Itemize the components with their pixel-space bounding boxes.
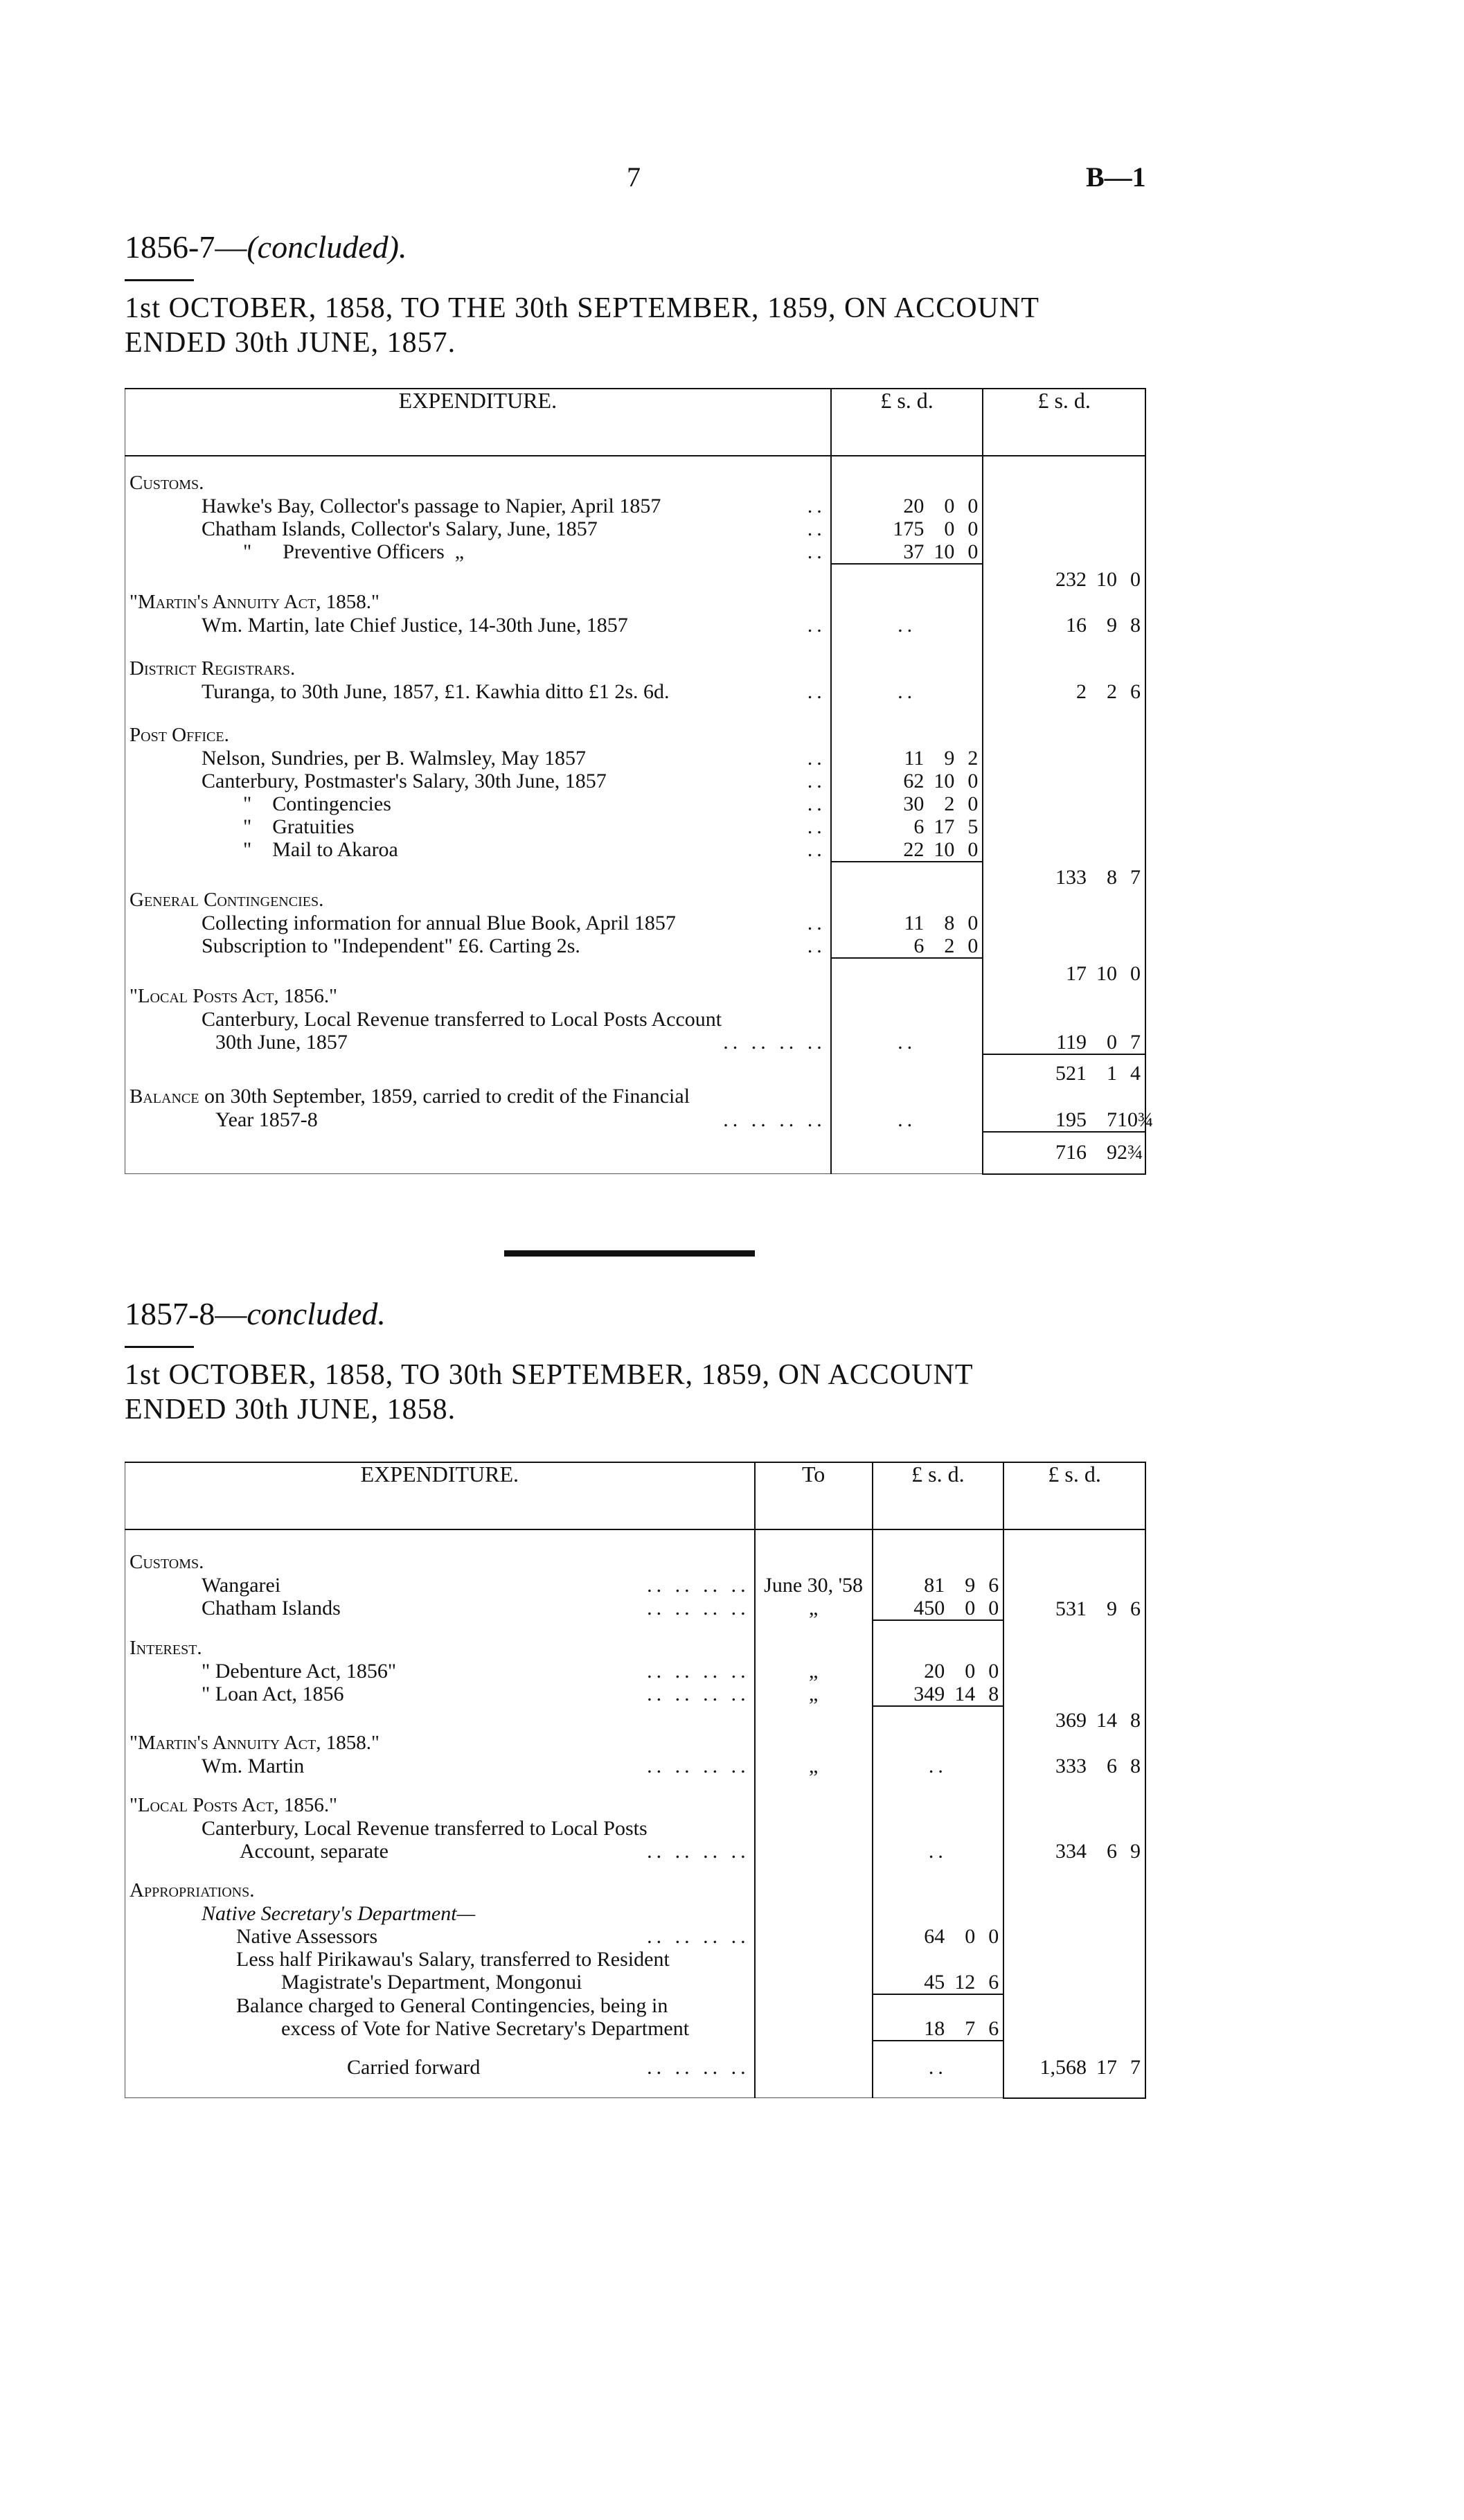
table-row: excess of Vote for Native Secretary's Department 18 7 6 [125, 2017, 1146, 2041]
table-row: Account, separate .. .. .. .. .. 334 6 9 [125, 1840, 1146, 1863]
group-title: "Local Posts Act, 1856." [125, 1794, 755, 1817]
group-title: "Local Posts Act, 1856." [125, 985, 831, 1008]
section1-heading: 1856-7—(concluded). [125, 229, 407, 265]
table-row: Turanga, to 30th June, 1857, £1. Kawhia ditto £1 2s. 6d. .. .. 2 2 6 [125, 680, 1146, 703]
header-col1: £ s. d. [873, 1462, 1004, 1529]
page-number: 7 [627, 161, 641, 193]
section2-ledger [125, 1462, 1146, 2099]
table-row: " Debenture Act, 1856" .. .. .. .. „ 20 0 0 [125, 1660, 1146, 1683]
header-to: To [755, 1462, 873, 1529]
table-row: Canterbury, Postmaster's Salary, 30th June, 1857 .. 62 10 0 [125, 770, 1146, 792]
group-title: District Registrars. [125, 657, 831, 680]
group-title: Customs. [125, 1551, 755, 1574]
table-row: Canterbury, Local Revenue transferred to Local Posts Account [125, 1008, 1146, 1031]
ledger-header [125, 389, 1146, 456]
table-row: Native Assessors .. .. .. .. 64 0 0 [125, 1925, 1146, 1948]
group-total: 17 10 0 [125, 958, 1146, 985]
group-title: Appropriations. [125, 1879, 755, 1902]
section2-subtitle: 1st OCTOBER, 1858, TO 30th SEPTEMBER, 1859, ON ACCOUNT ENDED 30th JUNE, 1858. [125, 1359, 974, 1426]
ledger-header [125, 1462, 1146, 1529]
header-expenditure: EXPENDITURE. [125, 1462, 755, 1529]
table-row: " Loan Act, 1856 .. .. .. .. „ 349 14 8 [125, 1683, 1146, 1706]
table-row: Wm. Martin .. .. .. .. „ .. 333 6 8 [125, 1755, 1146, 1777]
table-row: Wangarei .. .. .. .. June 30, '58 81 9 6 [125, 1574, 1146, 1597]
table-row: Chatham Islands .. .. .. .. „ 450 0 0 531 9 6 [125, 1597, 1146, 1620]
table-row: Canterbury, Local Revenue transferred to Local Posts [125, 1817, 1146, 1840]
group-total: 133 8 7 [125, 862, 1146, 889]
balance-row: Year 1857-8 .. .. .. .. .. 195 710¾ [125, 1108, 1146, 1132]
header-expenditure: EXPENDITURE. [125, 389, 831, 456]
subtotal-row: 521 1 4 [125, 1054, 1146, 1085]
table-row: Nelson, Sundries, per B. Walmsley, May 1857 .. 11 9 2 [125, 747, 1146, 770]
table-row: " Gratuities .. 6 17 5 [125, 815, 1146, 838]
table-row: " Preventive Officers „ .. 37 10 0 [125, 540, 1146, 564]
group-title: Post Office. [125, 724, 831, 747]
balance-row: Balance on 30th September, 1859, carried to credit of the Financial [125, 1085, 1146, 1108]
heading-dash [125, 279, 194, 281]
table-row: Collecting information for annual Blue Book, April 1857 .. 11 8 0 [125, 912, 1146, 934]
section1-subtitle: 1st OCTOBER, 1858, TO THE 30th SEPTEMBER, 1859, ON ACCOUNT ENDED 30th JUNE, 1857. [125, 292, 1039, 359]
subgroup-title: Native Secretary's Department— [125, 1902, 1146, 1925]
header-col1: £ s. d. [831, 389, 983, 456]
table-row: Hawke's Bay, Collector's passage to Napier, April 1857 .. 20 0 0 [125, 495, 1146, 517]
header-col2: £ s. d. [983, 389, 1145, 456]
page-reference: B—1 [1086, 161, 1146, 193]
table-row: Subscription to "Independent" £6. Carting 2s. .. 6 2 0 [125, 934, 1146, 958]
group-total: 232 10 0 [125, 564, 1146, 591]
table-row: 30th June, 1857 .. .. .. .. .. 119 0 7 [125, 1031, 1146, 1054]
table-row: Magistrate's Department, Mongonui 45 12 6 [125, 1971, 1146, 1994]
table-row: Balance charged to General Contingencies, being in [125, 1994, 1146, 2017]
table-row: " Mail to Akaroa .. 22 10 0 [125, 838, 1146, 862]
group-title: "Martin's Annuity Act, 1858." [125, 591, 831, 614]
table-row: " Contingencies .. 30 2 0 [125, 792, 1146, 815]
heading-dash [125, 1346, 194, 1348]
table-row: Less half Pirikawau's Salary, transferred to Resident [125, 1948, 1146, 1971]
group-title: Interest. [125, 1637, 755, 1660]
section-separator [504, 1250, 755, 1257]
group-title: Customs. [125, 472, 1146, 495]
header-col2: £ s. d. [1003, 1462, 1145, 1529]
group-title: "Martin's Annuity Act, 1858." [125, 1732, 755, 1755]
grand-total-row: 716 92¾ [125, 1132, 1146, 1174]
section2-heading: 1857-8—concluded. [125, 1296, 386, 1331]
group-title: General Contingencies. [125, 889, 831, 912]
table-row: Chatham Islands, Collector's Salary, June, 1857 .. 175 0 0 [125, 517, 1146, 540]
carried-forward-row: Carried forward .. .. .. .. .. 1,568 17 7 [125, 2056, 1146, 2098]
section1-ledger [125, 388, 1154, 1175]
group-total: 369 14 8 [125, 1706, 1146, 1732]
table-row: Wm. Martin, late Chief Justice, 14-30th June, 1857 .. .. 16 9 8 [125, 614, 1146, 637]
